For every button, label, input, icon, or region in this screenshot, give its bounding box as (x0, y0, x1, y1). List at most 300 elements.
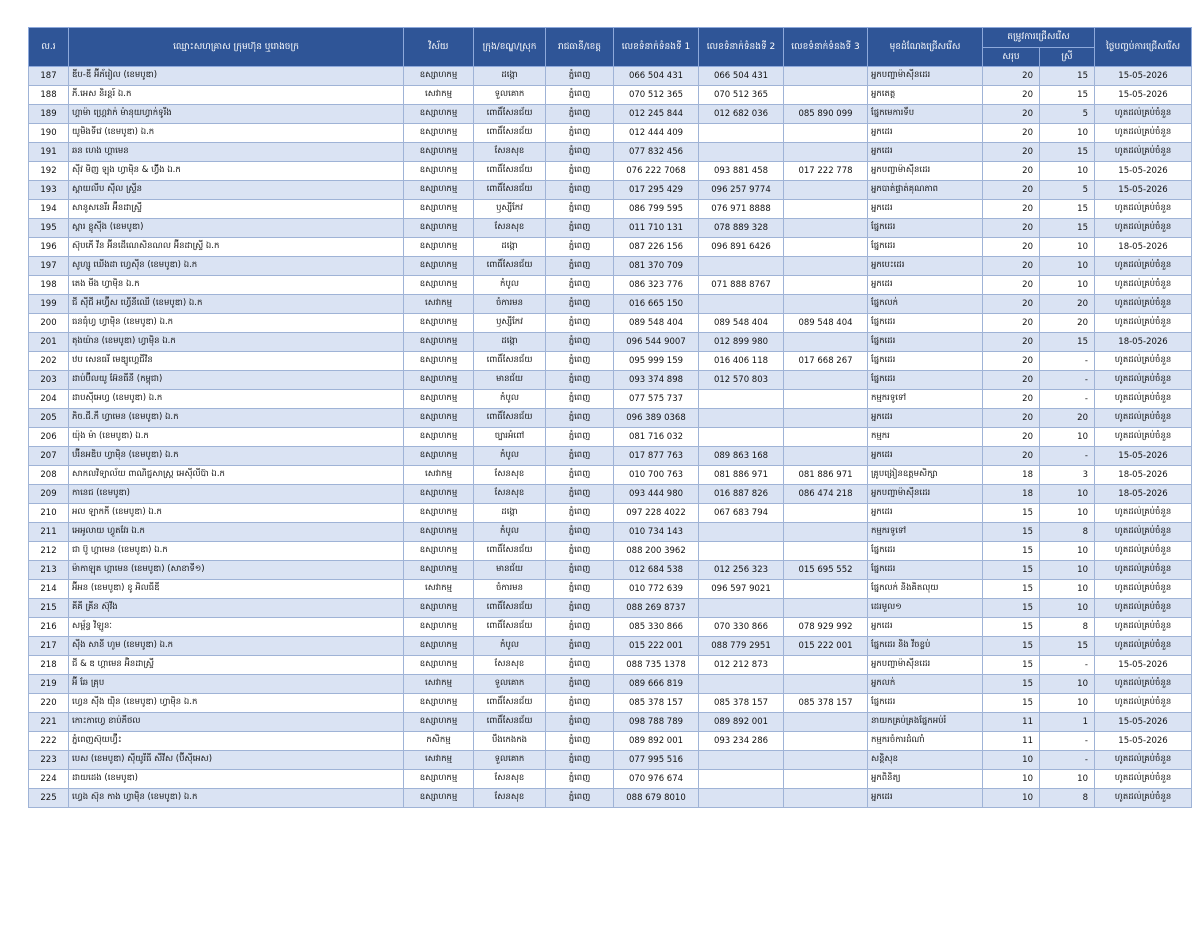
cell-position: អ្នកដេរ (868, 618, 983, 637)
cell-deadline: 15-05-2026 (1095, 656, 1192, 675)
cell-no: 215 (29, 599, 69, 618)
cell-total: 20 (983, 295, 1040, 314)
cell-deadline: ហូតដល់គ្រប់ចំនួន (1095, 789, 1192, 808)
cell-company: អ៊ី ឆែ គ្រុប (69, 675, 404, 694)
table-row (29, 675, 1192, 694)
cell-phone2: 012 899 980 (699, 333, 784, 352)
cell-deadline: 18-05-2026 (1095, 238, 1192, 257)
cell-province: ភ្នំពេញ (546, 504, 614, 523)
cell-position: អ្នកដេរ (868, 789, 983, 808)
cell-sector: ឧស្សាហកម្ម (404, 276, 474, 295)
cell-total: 15 (983, 637, 1040, 656)
cell-deadline: ហូតដល់គ្រប់ចំនួន (1095, 409, 1192, 428)
cell-total: 15 (983, 656, 1040, 675)
cell-phone2: 096 891 6426 (699, 238, 784, 257)
table-row (29, 618, 1192, 637)
cell-no: 211 (29, 523, 69, 542)
table-row (29, 409, 1192, 428)
cell-company: យូមិងទីវេ (ខេមបូឌា) ឯ.ក (69, 124, 404, 143)
cell-phone3 (784, 143, 868, 162)
cell-province: ភ្នំពេញ (546, 523, 614, 542)
table-row (29, 276, 1192, 295)
cell-phone1: 010 700 763 (614, 466, 699, 485)
cell-deadline: ហូតដល់គ្រប់ចំនួន (1095, 124, 1192, 143)
cell-province: ភ្នំពេញ (546, 124, 614, 143)
cell-province: ភ្នំពេញ (546, 181, 614, 200)
cell-company: ហ្វេង ស៊ុន កាង ហ្វាម៉ិន (ខេមបូឌា) ឯ.ក (69, 789, 404, 808)
cell-sector: ឧស្សាហកម្ម (404, 200, 474, 219)
cell-female: 10 (1040, 580, 1095, 599)
cell-phone1: 017 877 763 (614, 447, 699, 466)
cell-district: ចំការមន (474, 295, 546, 314)
table-row (29, 124, 1192, 143)
cell-deadline: ហូតដល់គ្រប់ចំនួន (1095, 770, 1192, 789)
table-row (29, 561, 1192, 580)
cell-no: 192 (29, 162, 69, 181)
table-row (29, 352, 1192, 371)
cell-no: 207 (29, 447, 69, 466)
cell-phone2: 016 887 826 (699, 485, 784, 504)
cell-phone2: 081 886 971 (699, 466, 784, 485)
header-deadline: ថ្ងៃបញ្ចប់ការជ្រើសរើស (1095, 28, 1192, 67)
cell-district: ពោធិ៍សែនជ័យ (474, 124, 546, 143)
cell-district: ពោធិ៍សែនជ័យ (474, 599, 546, 618)
cell-female: 10 (1040, 162, 1095, 181)
cell-position: ផ្នែកដេរ (868, 219, 983, 238)
cell-company: អ៊ីអន (ខេមបូឌា) ខូ អិលធីឌី (69, 580, 404, 599)
header-phone2: លេខទំនាក់ទំនងទី 2 (699, 28, 784, 67)
cell-company: សានូសនេរីរ អ៊ីនដាស្ទ្រី (69, 200, 404, 219)
cell-province: ភ្នំពេញ (546, 656, 614, 675)
cell-district: ឫស្សីកែវ (474, 200, 546, 219)
cell-company: ស៊ុបភើ វីន អ៊ីនដើណេសិនណល អ៊ីនដាស្ទ្រី ឯ.ក (69, 238, 404, 257)
cell-province: ភ្នំពេញ (546, 789, 614, 808)
cell-phone3: 085 890 099 (784, 105, 868, 124)
cell-sector: ឧស្សាហកម្ម (404, 67, 474, 86)
cell-phone3 (784, 523, 868, 542)
cell-no: 203 (29, 371, 69, 390)
cell-phone3: 015 695 552 (784, 561, 868, 580)
cell-district: សែនសុខ (474, 219, 546, 238)
cell-phone3: 017 668 267 (784, 352, 868, 371)
cell-phone1: 015 222 001 (614, 637, 699, 656)
cell-district: ទួលគោក (474, 751, 546, 770)
table-row (29, 504, 1192, 523)
cell-total: 20 (983, 276, 1040, 295)
cell-district: ពោធិ៍សែនជ័យ (474, 352, 546, 371)
cell-deadline: ហូតដល់គ្រប់ចំនួន (1095, 523, 1192, 542)
cell-sector: ឧស្សាហកម្ម (404, 352, 474, 371)
cell-position: ផ្នែកដេរ និង វីចខ្ចប់ (868, 637, 983, 656)
cell-phone2: 012 682 036 (699, 105, 784, 124)
cell-phone1: 070 512 365 (614, 86, 699, 105)
cell-phone1: 093 374 898 (614, 371, 699, 390)
cell-total: 20 (983, 162, 1040, 181)
cell-female: 10 (1040, 124, 1095, 143)
cell-phone2 (699, 599, 784, 618)
cell-female: 15 (1040, 219, 1095, 238)
cell-phone2: 096 257 9774 (699, 181, 784, 200)
cell-position: អ្នកបាត់ផ្ទាត់គុណភាព (868, 181, 983, 200)
cell-no: 196 (29, 238, 69, 257)
cell-province: ភ្នំពេញ (546, 675, 614, 694)
cell-total: 15 (983, 694, 1040, 713)
cell-province: ភ្នំពេញ (546, 86, 614, 105)
cell-female: 5 (1040, 181, 1095, 200)
cell-company: កានេជ (ខេមបូឌា) (69, 485, 404, 504)
cell-female: 10 (1040, 599, 1095, 618)
cell-district: ពោធិ៍សែនជ័យ (474, 105, 546, 124)
cell-phone1: 088 735 1378 (614, 656, 699, 675)
cell-no: 223 (29, 751, 69, 770)
cell-company: ជី ស៊ីជី អហ្វ៊ីស ហ្វើនីឈើ (ខេមបូឌា) ឯ.ក (69, 295, 404, 314)
cell-province: ភ្នំពេញ (546, 561, 614, 580)
cell-sector: ឧស្សាហកម្ម (404, 599, 474, 618)
header-province: រាជធានី/ខេត្ត (546, 28, 614, 67)
cell-province: ភ្នំពេញ (546, 637, 614, 656)
cell-deadline: ហូតដល់គ្រប់ចំនួន (1095, 105, 1192, 124)
cell-total: 20 (983, 447, 1040, 466)
cell-deadline: ហូតដល់គ្រប់ចំនួន (1095, 314, 1192, 333)
cell-position: ផ្នែកដេរ (868, 238, 983, 257)
table-row (29, 447, 1192, 466)
cell-deadline: ហូតដល់គ្រប់ចំនួន (1095, 542, 1192, 561)
cell-female: 8 (1040, 523, 1095, 542)
cell-no: 218 (29, 656, 69, 675)
cell-phone3 (784, 447, 868, 466)
cell-province: ភ្នំពេញ (546, 618, 614, 637)
cell-position: ផ្នែកដេរ (868, 333, 983, 352)
cell-province: ភ្នំពេញ (546, 770, 614, 789)
table-row (29, 219, 1192, 238)
cell-province: ភ្នំពេញ (546, 447, 614, 466)
cell-phone2 (699, 675, 784, 694)
cell-district: សែនសុខ (474, 143, 546, 162)
cell-district: សែនសុខ (474, 656, 546, 675)
cell-position: ផ្នែកដេរ (868, 352, 983, 371)
cell-sector: សេវាកម្ម (404, 466, 474, 485)
table-row (29, 143, 1192, 162)
cell-position: អ្នកបញ្ជាម៉ាស៊ីនដេរ (868, 656, 983, 675)
cell-no: 214 (29, 580, 69, 599)
cell-deadline: ហូតដល់គ្រប់ចំនួន (1095, 200, 1192, 219)
cell-deadline: ហូតដល់គ្រប់ចំនួន (1095, 143, 1192, 162)
cell-total: 20 (983, 105, 1040, 124)
cell-district: ពោធិ៍សែនជ័យ (474, 409, 546, 428)
cell-district: ពោធិ៍សែនជ័យ (474, 618, 546, 637)
cell-position: កម្មករ (868, 428, 983, 447)
cell-phone2: 016 406 118 (699, 352, 784, 371)
cell-province: ភ្នំពេញ (546, 143, 614, 162)
cell-total: 11 (983, 713, 1040, 732)
header-district: ក្រុង/ខណ្ឌ/ស្រុក (474, 28, 546, 67)
cell-phone3 (784, 181, 868, 200)
cell-company: ស្តាយលីប ស៊ីល ស្ទ្រីន (69, 181, 404, 200)
cell-phone3 (784, 238, 868, 257)
cell-phone1: 081 370 709 (614, 257, 699, 276)
cell-phone3 (784, 67, 868, 86)
cell-company: ឌីប-ឌី អ៊ីភ័រៀល (ខេមបូឌា) (69, 67, 404, 86)
cell-district: កំបូល (474, 276, 546, 295)
cell-phone2: 093 881 458 (699, 162, 784, 181)
cell-deadline: 18-05-2026 (1095, 485, 1192, 504)
cell-district: ទួលគោក (474, 86, 546, 105)
cell-company: បរ៊ីនអឌិប ហ្វាម៉ិន (ខេមបូឌា) ឯ.ក (69, 447, 404, 466)
cell-sector: ឧស្សាហកម្ម (404, 143, 474, 162)
cell-female: 10 (1040, 485, 1095, 504)
cell-province: ភ្នំពេញ (546, 542, 614, 561)
cell-phone3 (784, 428, 868, 447)
cell-female: 15 (1040, 637, 1095, 656)
cell-position: អ្នកបញ្ជាម៉ាស៊ីនដេរ (868, 67, 983, 86)
cell-province: ភ្នំពេញ (546, 314, 614, 333)
cell-phone3 (784, 751, 868, 770)
cell-company: ស្តារ ខ្លូស៊ីង (ខេមបូឌា) (69, 219, 404, 238)
cell-phone1: 096 544 9007 (614, 333, 699, 352)
cell-phone3 (784, 599, 868, 618)
cell-sector: ឧស្សាហកម្ម (404, 504, 474, 523)
cell-phone1: 089 892 001 (614, 732, 699, 751)
cell-phone3 (784, 713, 868, 732)
cell-no: 216 (29, 618, 69, 637)
cell-position: ផ្នែកដេរ (868, 694, 983, 713)
cell-phone3 (784, 675, 868, 694)
cell-position: គ្រូបង្រៀនឧត្តមសិក្សា (868, 466, 983, 485)
cell-company: បេស (ខេមបូឌា) ស៊ីយូរីធី សឺវីស (ប៊ីស៊ីអេស) (69, 751, 404, 770)
header-female: ស្រី (1040, 48, 1095, 67)
cell-deadline: ហូតដល់គ្រប់ចំនួន (1095, 504, 1192, 523)
cell-company: កោះកាហ្វេ ខាប់ភីថល (69, 713, 404, 732)
cell-phone2: 070 330 866 (699, 618, 784, 637)
cell-sector: ឧស្សាហកម្ម (404, 428, 474, 447)
cell-phone1: 077 575 737 (614, 390, 699, 409)
table-row (29, 371, 1192, 390)
cell-position: អ្នកដេរ (868, 143, 983, 162)
cell-company: អេអូលាយ ហ្វូតវែរ ឯ.ក (69, 523, 404, 542)
cell-female: 10 (1040, 257, 1095, 276)
cell-phone1: 066 504 431 (614, 67, 699, 86)
cell-sector: ឧស្សាហកម្ម (404, 656, 474, 675)
cell-district: ច្បារអំពៅ (474, 428, 546, 447)
cell-deadline: ហូតដល់គ្រប់ចំនួន (1095, 390, 1192, 409)
table-row (29, 751, 1192, 770)
cell-phone3 (784, 542, 868, 561)
table-row (29, 580, 1192, 599)
cell-phone3 (784, 219, 868, 238)
table-row (29, 390, 1192, 409)
cell-position: ផ្នែកដេរ (868, 561, 983, 580)
cell-phone1: 017 295 429 (614, 181, 699, 200)
cell-company: ជា ប៊ូ ហ្គាមេន (ខេមបូឌា) ឯ.ក (69, 542, 404, 561)
cell-total: 20 (983, 371, 1040, 390)
cell-total: 15 (983, 580, 1040, 599)
cell-phone2: 089 863 168 (699, 447, 784, 466)
table-row (29, 314, 1192, 333)
cell-province: ភ្នំពេញ (546, 371, 614, 390)
cell-phone3 (784, 295, 868, 314)
header-no: ល.រ (29, 28, 69, 67)
cell-district: ទួលគោក (474, 675, 546, 694)
cell-total: 20 (983, 333, 1040, 352)
cell-position: អ្នកពិនិត្យ (868, 770, 983, 789)
cell-sector: ឧស្សាហកម្ម (404, 447, 474, 466)
cell-sector: ឧស្សាហកម្ម (404, 162, 474, 181)
table-row (29, 162, 1192, 181)
cell-total: 20 (983, 67, 1040, 86)
cell-no: 188 (29, 86, 69, 105)
cell-no: 201 (29, 333, 69, 352)
cell-phone2: 071 888 8767 (699, 276, 784, 295)
cell-phone2: 089 548 404 (699, 314, 784, 333)
cell-phone3: 078 929 992 (784, 618, 868, 637)
cell-phone2 (699, 124, 784, 143)
cell-phone1: 089 666 819 (614, 675, 699, 694)
cell-province: ភ្នំពេញ (546, 200, 614, 219)
cell-deadline: ហូតដល់គ្រប់ចំនួន (1095, 257, 1192, 276)
cell-district: កំបូល (474, 637, 546, 656)
cell-phone2 (699, 789, 784, 808)
cell-deadline: ហូតដល់គ្រប់ចំនួន (1095, 561, 1192, 580)
cell-phone1: 097 228 4022 (614, 504, 699, 523)
table-row (29, 789, 1192, 808)
cell-sector: ឧស្សាហកម្ម (404, 181, 474, 200)
table-row (29, 485, 1192, 504)
table-row (29, 181, 1192, 200)
header-position: មុខដំណែងជ្រើសរើស (868, 28, 983, 67)
cell-female: 10 (1040, 542, 1095, 561)
cell-sector: ឧស្សាហកម្ម (404, 485, 474, 504)
cell-phone2: 093 234 286 (699, 732, 784, 751)
cell-position: អ្នកលក់ (868, 675, 983, 694)
cell-position: ផ្នែកដេរ (868, 314, 983, 333)
cell-district: មានជ័យ (474, 561, 546, 580)
cell-sector: ឧស្សាហកម្ម (404, 390, 474, 409)
cell-phone2 (699, 409, 784, 428)
cell-no: 225 (29, 789, 69, 808)
cell-phone2: 085 378 157 (699, 694, 784, 713)
cell-total: 10 (983, 789, 1040, 808)
cell-total: 18 (983, 466, 1040, 485)
cell-female: 15 (1040, 333, 1095, 352)
cell-district: ពោធិ៍សែនជ័យ (474, 257, 546, 276)
cell-total: 20 (983, 390, 1040, 409)
cell-female: 8 (1040, 618, 1095, 637)
cell-total: 10 (983, 751, 1040, 770)
cell-position: អ្នកដេរ (868, 504, 983, 523)
cell-deadline: ហូតដល់គ្រប់ចំនួន (1095, 618, 1192, 637)
cell-deadline: 15-05-2026 (1095, 67, 1192, 86)
cell-sector: សេវាកម្ម (404, 86, 474, 105)
cell-province: ភ្នំពេញ (546, 390, 614, 409)
cell-company: អល ឡាកកី (ខេមបូឌា) ឯ.ក (69, 504, 404, 523)
cell-sector: ឧស្សាហកម្ម (404, 333, 474, 352)
cell-position: អ្នកដេរ (868, 409, 983, 428)
cell-sector: ឧស្សាហកម្ម (404, 124, 474, 143)
cell-phone2: 088 779 2951 (699, 637, 784, 656)
cell-no: 189 (29, 105, 69, 124)
cell-sector: ឧស្សាហកម្ម (404, 618, 474, 637)
cell-female: 8 (1040, 789, 1095, 808)
cell-district: សែនសុខ (474, 770, 546, 789)
cell-no: 191 (29, 143, 69, 162)
cell-province: ភ្នំពេញ (546, 67, 614, 86)
cell-company: ភី.អេស និរន្តរ៍ ឯ.ក (69, 86, 404, 105)
table-row (29, 257, 1192, 276)
header-recruit-group: តម្រូវការជ្រើសរើស (983, 28, 1095, 48)
cell-total: 20 (983, 352, 1040, 371)
cell-female: 20 (1040, 295, 1095, 314)
cell-total: 15 (983, 675, 1040, 694)
cell-province: ភ្នំពេញ (546, 751, 614, 770)
cell-sector: ឧស្សាហកម្ម (404, 561, 474, 580)
cell-district: ដង្កោ (474, 238, 546, 257)
cell-province: ភ្នំពេញ (546, 238, 614, 257)
cell-female: - (1040, 390, 1095, 409)
cell-district: ពោធិ៍សែនជ័យ (474, 162, 546, 181)
cell-company: ស៊ីវ មិញ ឡុង ហ្វាម៉ិន & ហ៊្វីង ឯ.ក (69, 162, 404, 181)
cell-no: 222 (29, 732, 69, 751)
cell-province: ភ្នំពេញ (546, 466, 614, 485)
cell-phone1: 077 995 516 (614, 751, 699, 770)
cell-sector: ឧស្សាហកម្ម (404, 105, 474, 124)
table-row (29, 86, 1192, 105)
cell-female: 15 (1040, 200, 1095, 219)
cell-phone1: 087 226 156 (614, 238, 699, 257)
cell-sector: ឧស្សាហកម្ម (404, 314, 474, 333)
cell-position: កម្មករចំការដំណាំ (868, 732, 983, 751)
header-phone1: លេខទំនាក់ទំនងទី 1 (614, 28, 699, 67)
cell-total: 20 (983, 143, 1040, 162)
cell-sector: ឧស្សាហកម្ម (404, 713, 474, 732)
cell-phone3: 017 222 778 (784, 162, 868, 181)
cell-phone3: 015 222 001 (784, 637, 868, 656)
cell-sector: ឧស្សាហកម្ម (404, 409, 474, 428)
cell-no: 198 (29, 276, 69, 295)
cell-total: 15 (983, 561, 1040, 580)
cell-district: ដង្កោ (474, 504, 546, 523)
recruitment-table (28, 27, 1192, 808)
cell-company: ដាបស៊ីអេហ្វ (ខេមបូឌា) ឯ.ក (69, 390, 404, 409)
cell-no: 212 (29, 542, 69, 561)
cell-company: ឋប សេនធរី មេឌ្យូហ្គេជីវិន (69, 352, 404, 371)
table-row (29, 656, 1192, 675)
cell-phone1: 098 788 789 (614, 713, 699, 732)
cell-phone1: 095 999 159 (614, 352, 699, 371)
cell-district: ដង្កោ (474, 333, 546, 352)
cell-sector: ឧស្សាហកម្ម (404, 789, 474, 808)
cell-phone2: 089 892 001 (699, 713, 784, 732)
cell-company: ម៉ាកាឡុត ហ្គាមេន (ខេមបូឌា) (សាខាទី១) (69, 561, 404, 580)
cell-phone1: 081 716 032 (614, 428, 699, 447)
cell-position: អ្នកដេរ (868, 447, 983, 466)
cell-no: 210 (29, 504, 69, 523)
cell-district: ពោធិ៍សែនជ័យ (474, 181, 546, 200)
cell-position: សន្តិសុខ (868, 751, 983, 770)
cell-district: សែនសុខ (474, 466, 546, 485)
cell-female: 20 (1040, 314, 1095, 333)
cell-total: 20 (983, 124, 1040, 143)
cell-female: 3 (1040, 466, 1095, 485)
cell-phone1: 096 389 0368 (614, 409, 699, 428)
table-body (29, 67, 1192, 808)
cell-company: តុងយ៉ាន (ខេមបូឌា) ហ្វាម៉ិន ឯ.ក (69, 333, 404, 352)
header-phone3: លេខទំនាក់ទំនងទី 3 (784, 28, 868, 67)
cell-total: 20 (983, 219, 1040, 238)
cell-phone2 (699, 143, 784, 162)
cell-female: - (1040, 352, 1095, 371)
cell-female: 20 (1040, 409, 1095, 428)
cell-district: សែនសុខ (474, 789, 546, 808)
